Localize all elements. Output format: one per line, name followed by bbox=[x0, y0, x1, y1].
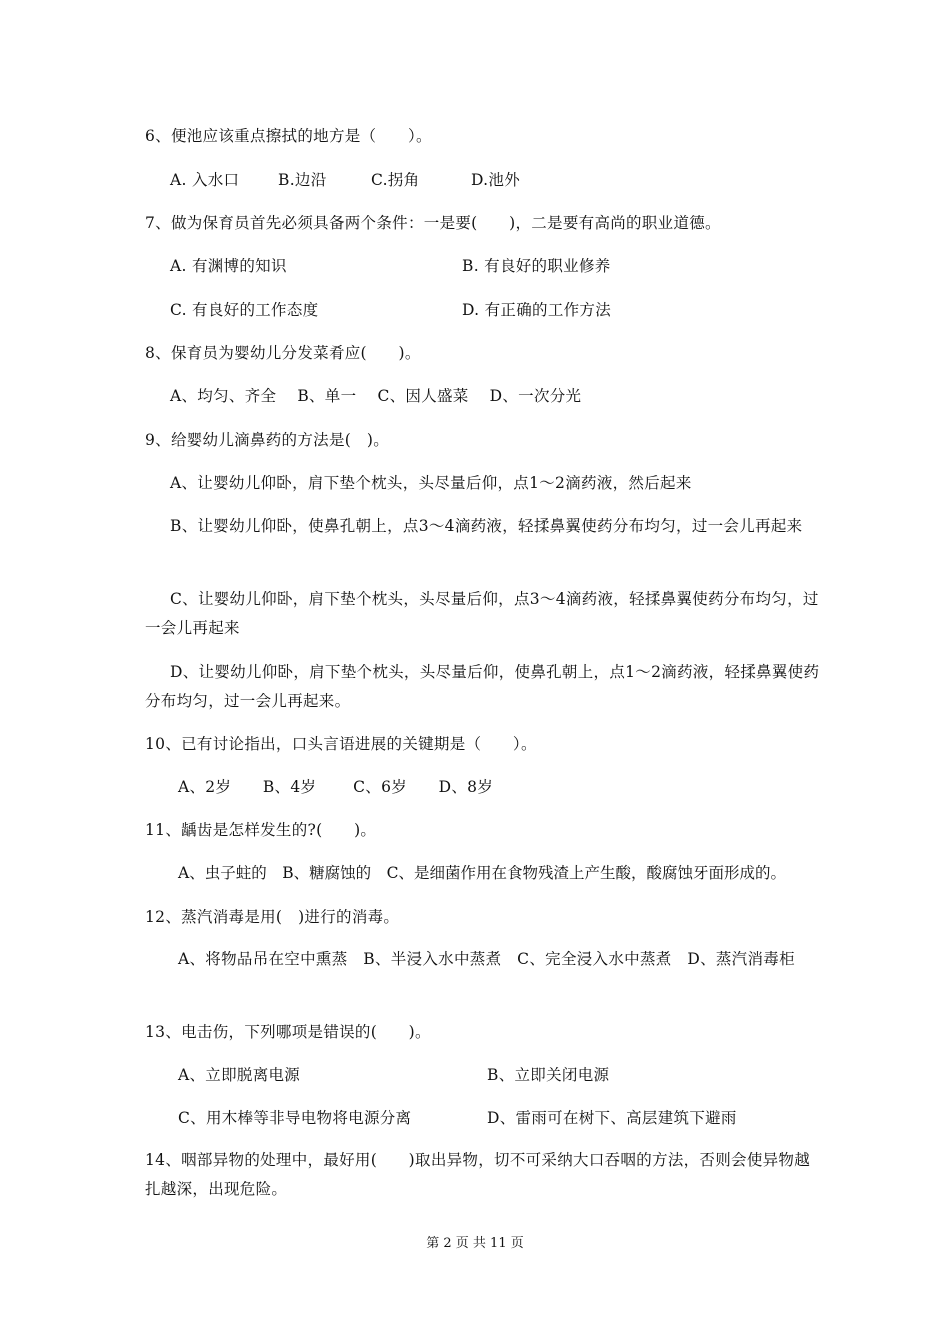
question-9-option-a: A、让婴幼儿仰卧，肩下垫个枕头，头尽量后仰，点1～2滴药液，然后起来 bbox=[170, 474, 692, 492]
question-13-option-d: D、雷雨可在树下、高层建筑下避雨 bbox=[487, 1109, 737, 1127]
question-11-options: A、虫子蛀的 B、糖腐蚀的 C、是细菌作用在食物残渣上产生酸，酸腐蚀牙面形成的。 bbox=[178, 864, 786, 882]
question-12-options: A、将物品吊在空中熏蒸 B、半浸入水中蒸煮 C、完全浸入水中蒸煮 D、蒸汽消毒柜 bbox=[178, 950, 795, 968]
question-9-option-b: B、让婴幼儿仰卧，使鼻孔朝上，点3～4滴药液，轻揉鼻翼使药分布均匀，过一会儿再起来 bbox=[170, 517, 803, 535]
question-7-option-b: B. 有良好的职业修养 bbox=[462, 257, 611, 275]
question-11-stem: 11、龋齿是怎样发生的?( )。 bbox=[145, 821, 377, 839]
question-10-stem: 10、已有讨论指出，口头言语进展的关键期是（ ）。 bbox=[145, 735, 537, 753]
question-6-option-d: D.池外 bbox=[471, 171, 521, 189]
question-7-option-a: A. 有渊博的知识 bbox=[170, 257, 287, 275]
question-7-stem: 7、做为保育员首先必须具备两个条件：一是要( )，二是要有高尚的职业道德。 bbox=[145, 214, 721, 232]
question-6-option-a: A. 入水口 bbox=[170, 171, 240, 189]
question-6-option-b: B.边沿 bbox=[278, 171, 327, 189]
question-6-option-c: C.拐角 bbox=[371, 171, 420, 189]
question-6-stem: 6、便池应该重点擦拭的地方是（ ）。 bbox=[145, 127, 432, 145]
question-9-stem: 9、给婴幼儿滴鼻药的方法是( )。 bbox=[145, 431, 390, 449]
question-12-stem: 12、蒸汽消毒是用( )进行的消毒。 bbox=[145, 908, 400, 926]
page-footer: 第 2 页 共 11 页 bbox=[426, 1236, 524, 1251]
question-13-option-c: C、用木棒等非导电物将电源分离 bbox=[178, 1109, 412, 1127]
question-9-option-d: D、让婴幼儿仰卧，肩下垫个枕头，头尽量后仰，使鼻孔朝上，点1～2滴药液，轻揉鼻翼使药分布均匀，过一会儿再起来。 bbox=[145, 663, 820, 710]
question-8-stem: 8、保育员为婴幼儿分发菜肴应( )。 bbox=[145, 344, 421, 362]
question-7-option-c: C. 有良好的工作态度 bbox=[170, 301, 319, 319]
question-8-options: A、均匀、齐全 B、单一 C、因人盛菜 D、一次分光 bbox=[170, 387, 582, 405]
question-14-stem: 14、咽部异物的处理中，最好用( )取出异物，切不可采纳大口吞咽的方法，否则会使异物越扎越深，出现危险。 bbox=[145, 1151, 811, 1198]
question-13-stem: 13、电击伤，下列哪项是错误的( )。 bbox=[145, 1023, 431, 1041]
question-7-option-d: D. 有正确的工作方法 bbox=[462, 301, 612, 319]
question-13-option-a: A、立即脱离电源 bbox=[178, 1066, 301, 1084]
question-10-options: A、2岁 B、4岁 C、6岁 D、8岁 bbox=[178, 778, 494, 796]
question-9-option-c: C、让婴幼儿仰卧，肩下垫个枕头，头尽量后仰，点3～4滴药液，轻揉鼻翼使药分布均匀，过一会儿再起来 bbox=[145, 590, 819, 637]
question-13-option-b: B、立即关闭电源 bbox=[487, 1066, 610, 1084]
